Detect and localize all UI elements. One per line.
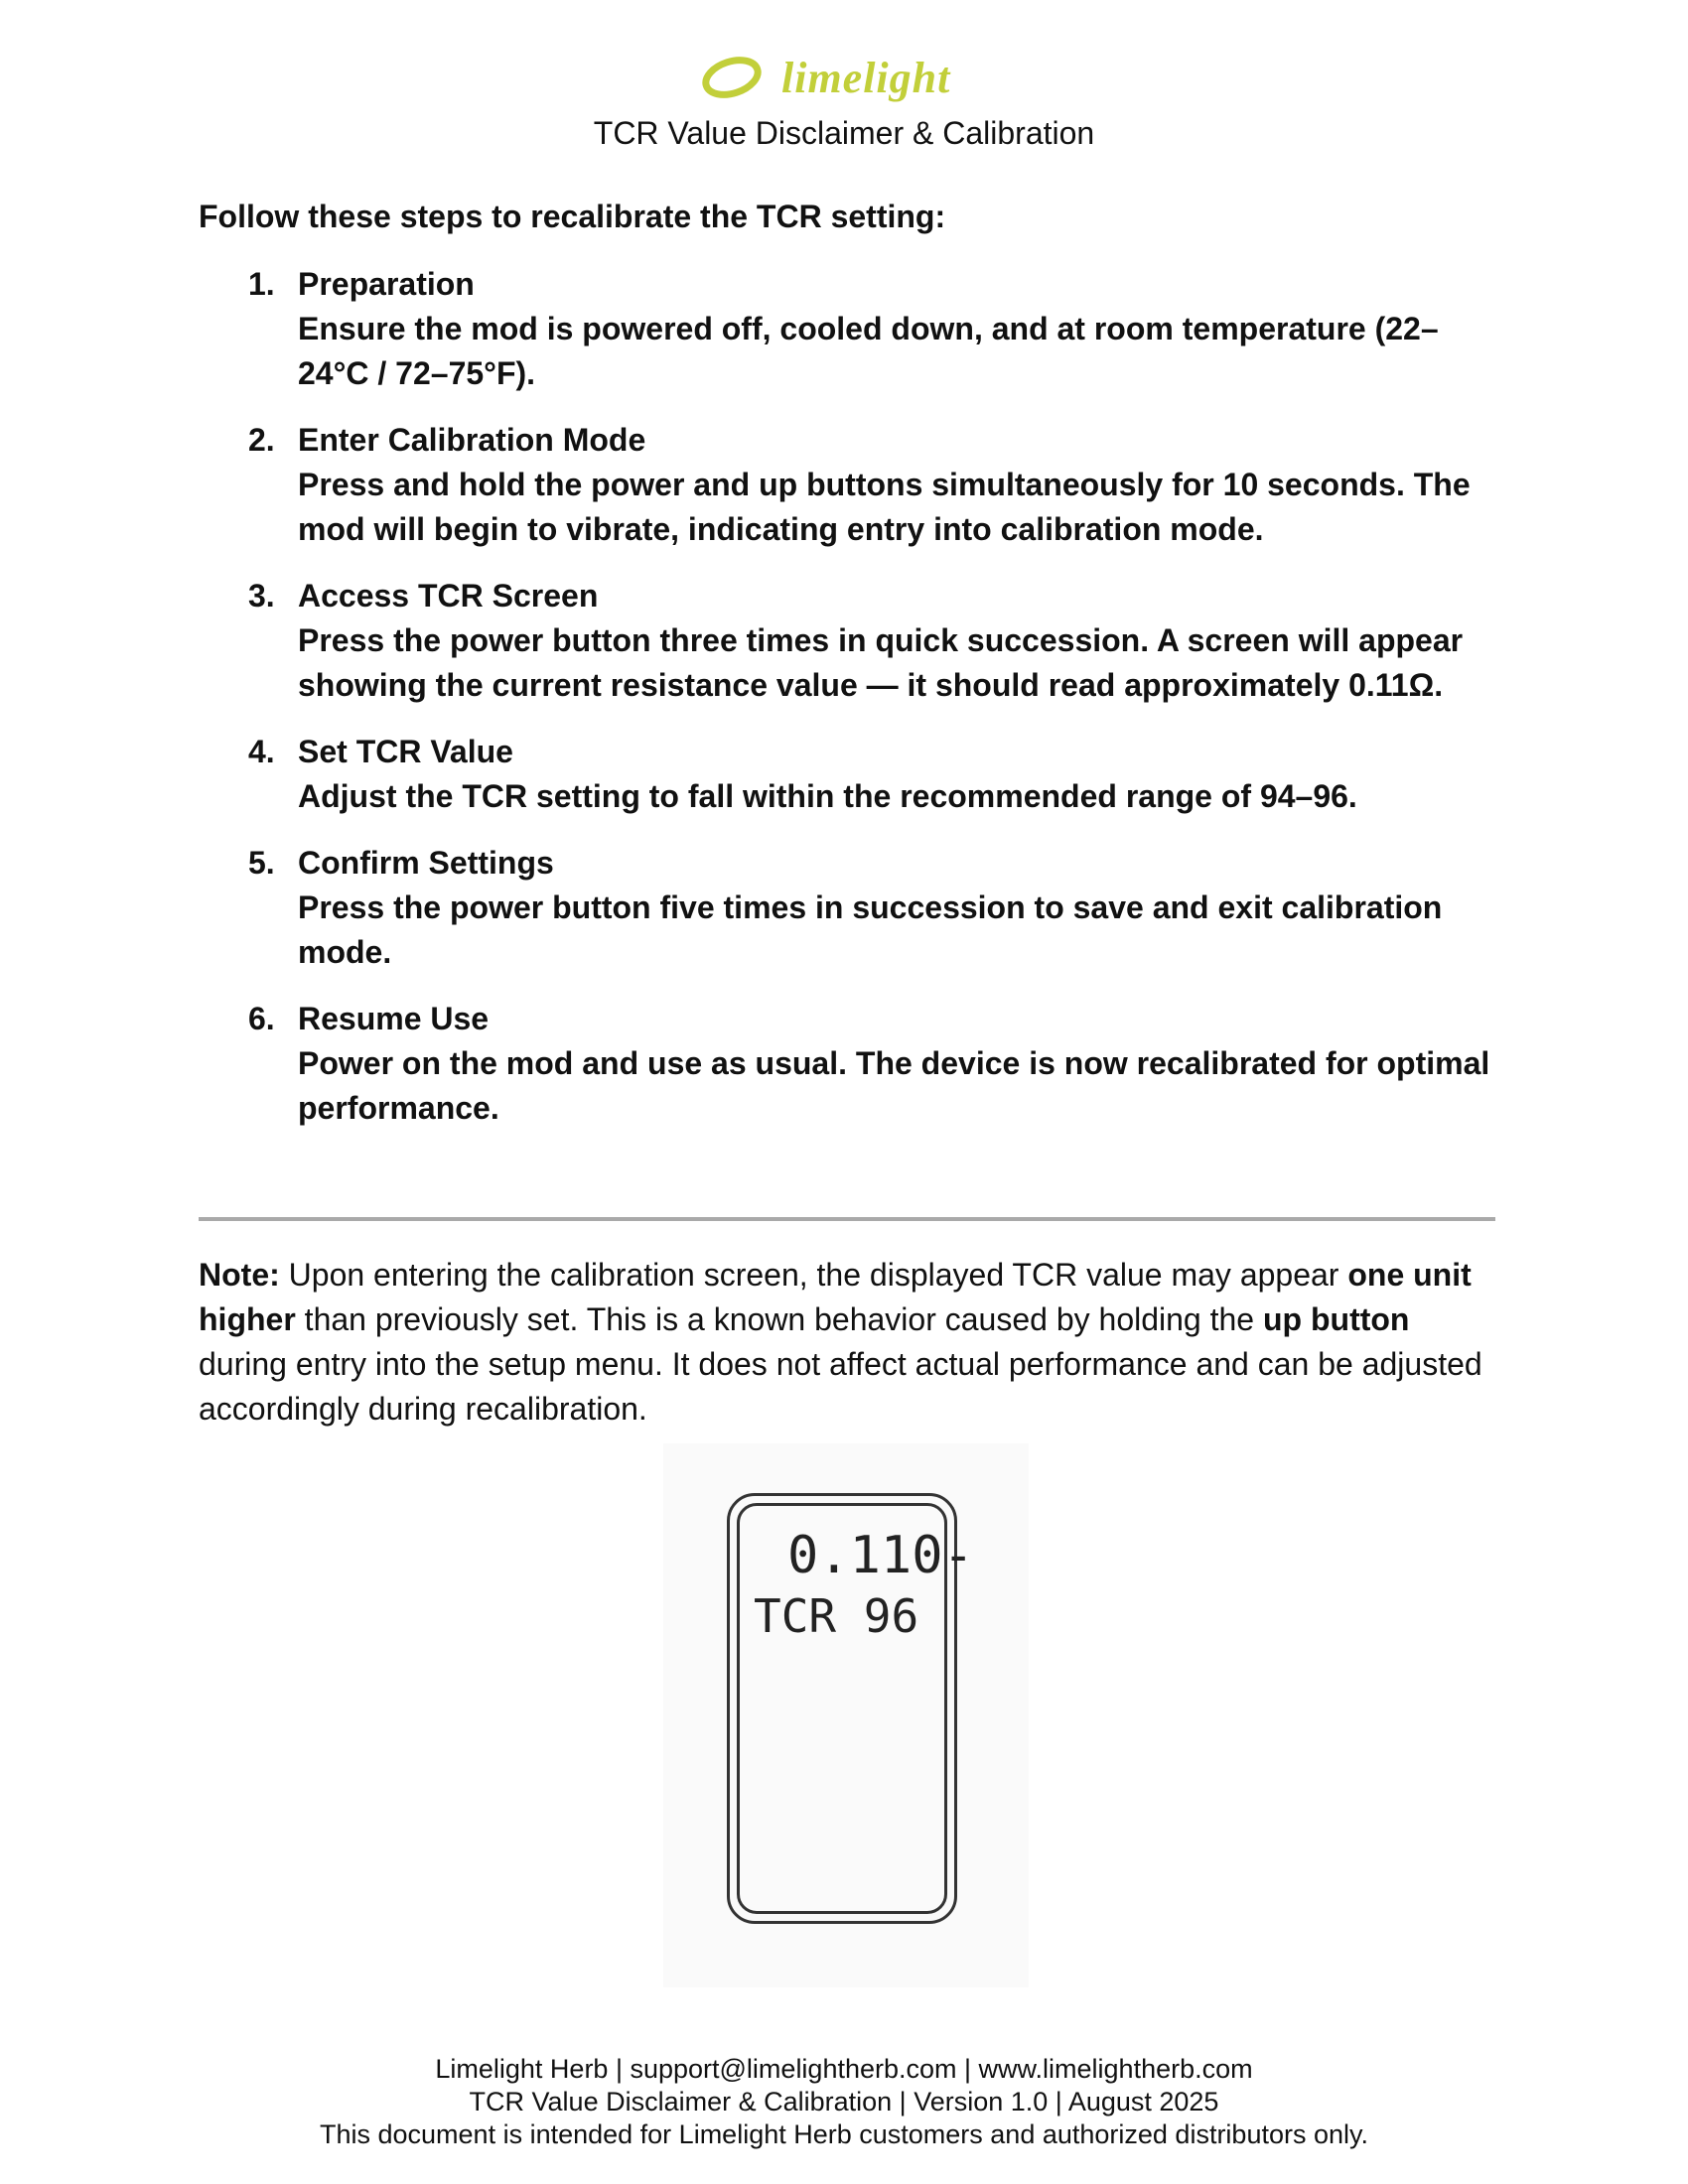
note-emphasis-2: up button <box>1262 1301 1410 1337</box>
step-title: Confirm Settings <box>298 845 554 881</box>
device-resistance-readout: 0.110- <box>787 1526 974 1585</box>
step-description: Press the power button three times in quick succession. A screen will appear showing the current resistance value — it should read approximately 0.11Ω. <box>298 622 1464 703</box>
device-screen-frame <box>727 1493 974 1924</box>
step-item <box>199 574 1509 708</box>
step-number: 1. <box>248 266 275 302</box>
footer-version: TCR Value Disclaimer & Calibration | Version 1.0 | August 2025 <box>469 2087 1219 2116</box>
step-item <box>199 997 1509 1131</box>
footer-contact: Limelight Herb | support@limelightherb.com | www.limelightherb.com <box>435 2054 1253 2084</box>
step-title: Set TCR Value <box>298 734 513 769</box>
note-emphasis-1: one unit higher <box>199 1257 1472 1337</box>
step-item <box>199 418 1509 552</box>
step-title: Resume Use <box>298 1001 490 1036</box>
brand-name: limelight <box>781 53 951 102</box>
device-tcr-readout: TCR 96 <box>754 1589 919 1643</box>
note-text-1: Upon entering the calibration screen, the displayed TCR value may appear <box>279 1257 1348 1293</box>
step-number: 6. <box>248 1001 275 1036</box>
step-item <box>199 262 1509 396</box>
step-number: 2. <box>248 422 275 458</box>
step-number: 3. <box>248 578 275 614</box>
section-divider <box>199 1217 1495 1221</box>
note-paragraph <box>199 1253 1499 1432</box>
step-description: Adjust the TCR setting to fall within the recommended range of 94–96. <box>298 778 1357 814</box>
step-title: Preparation <box>298 266 475 302</box>
step-description: Press the power button five times in succession to save and exit calibration mode. <box>298 889 1443 970</box>
note-text-3: during entry into the setup menu. It does not affect actual performance and can be adjusted accordingly during recalibration. <box>199 1346 1482 1427</box>
step-item <box>199 730 1509 819</box>
note-label: Note: <box>199 1257 280 1293</box>
page-title: TCR Value Disclaimer & Calibration <box>593 115 1095 151</box>
steps-list <box>199 262 1509 1153</box>
intro-heading: Follow these steps to recalibrate the TCR setting: <box>199 199 946 234</box>
step-description: Ensure the mod is powered off, cooled down, and at room temperature (22–24°C / 72–75°F). <box>298 311 1439 391</box>
page-footer <box>0 2053 1688 2151</box>
logo-ring-icon <box>700 54 764 101</box>
step-number: 5. <box>248 845 275 881</box>
step-title: Enter Calibration Mode <box>298 422 646 458</box>
step-description: Press and hold the power and up buttons simultaneously for 10 seconds. The mod will begin to vibrate, indicating entry into calibration mode. <box>298 467 1471 547</box>
device-screen <box>737 1503 974 1914</box>
footer-disclaimer: This document is intended for Limelight Herb customers and authorized distributors only. <box>319 2119 1369 2149</box>
note-text-2: than previously set. This is a known behavior caused by holding the <box>295 1301 1263 1337</box>
device-illustration <box>663 1443 1029 1987</box>
step-description: Power on the mod and use as usual. The device is now recalibrated for optimal performance. <box>298 1045 1490 1126</box>
brand-logo <box>700 52 988 103</box>
step-number: 4. <box>248 734 275 769</box>
step-item <box>199 841 1509 975</box>
step-title: Access TCR Screen <box>298 578 599 614</box>
